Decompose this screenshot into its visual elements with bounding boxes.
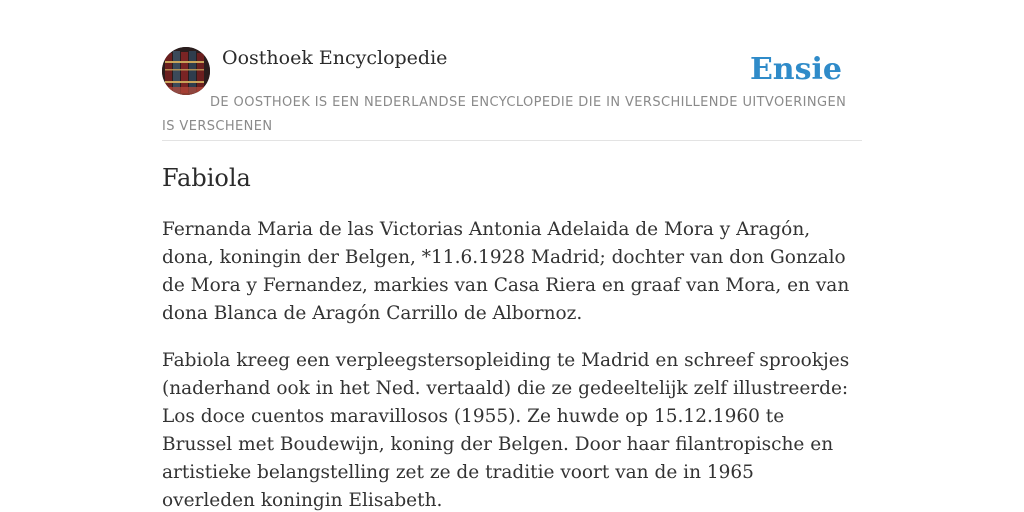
article-paragraph: Fernanda Maria de las Victorias Antonia Adelaida de Mora y Aragón, dona, koningin der Belgen, *11.6.1928 Madrid; dochter van don Gonzalo de Mora y Fernandez, markies van Casa Riera en graaf van Mora, en van dona Blanca de Aragón Carrillo de Albornoz. [162, 219, 850, 324]
brand-logo[interactable]: Ensie [749, 52, 842, 87]
site-tagline: DE OOSTHOEK IS EEN NEDERLANDSE ENCYCLOPEDIE DIE IN VERSCHILLENDE UITVOERINGEN IS VERSCHENEN [162, 95, 847, 134]
article-body [162, 216, 852, 512]
article-title: Fabiola [162, 164, 251, 192]
site-header [162, 46, 862, 141]
site-name[interactable]: Oosthoek Encyclopedie [222, 47, 448, 69]
encyclopedia-books-icon[interactable] [162, 47, 210, 95]
article-paragraph: Fabiola kreeg een verpleegstersopleiding te Madrid en schreef sprookjes (naderhand ook in het Ned. vertaald) die ze gedeeltelijk zelf illustreerde: Los doce cuentos maravillosos (1955). Ze huwde op 15.12.1960 te Brussel met Boudewijn, koning der Belgen. Door haar filantropische en artistieke belangstelling zet ze de traditie voort van de in 1965 overleden koningin Elisabeth. [162, 350, 850, 511]
